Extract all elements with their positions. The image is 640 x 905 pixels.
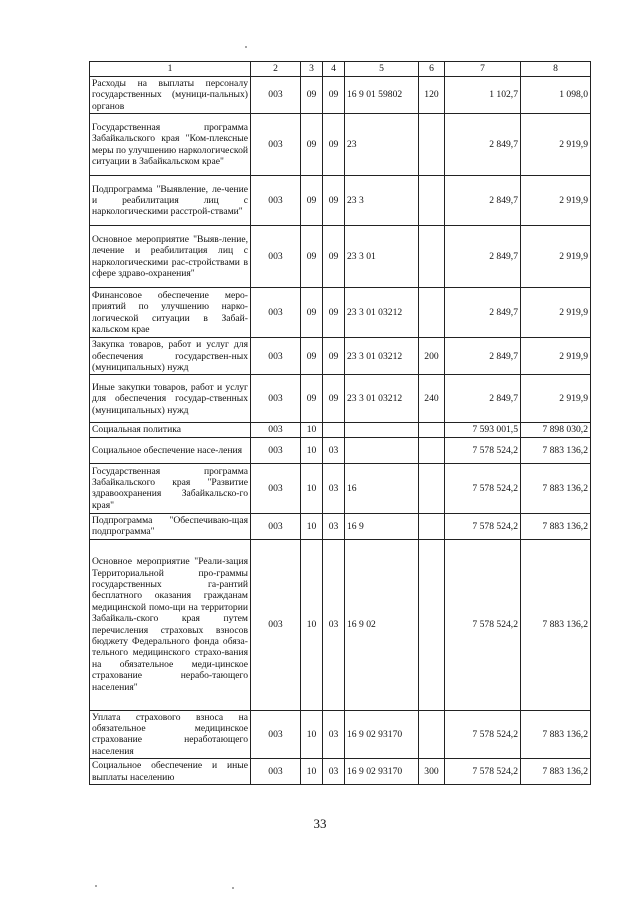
cell-target-article: 23 (345, 114, 419, 176)
cell-expense-type (419, 437, 445, 463)
cell-target-article: 23 3 01 03212 (345, 338, 419, 375)
cell-amount-year1: 2 849,7 (445, 114, 521, 176)
cell-section: 10 (301, 463, 323, 513)
cell-amount-year2: 2 919,9 (521, 375, 591, 423)
cell-section: 09 (301, 288, 323, 338)
cell-amount-year1: 7 578 524,2 (445, 463, 521, 513)
cell-amount-year2: 7 883 136,2 (521, 437, 591, 463)
table-header-row (90, 62, 591, 77)
cell-subsection: 03 (323, 539, 345, 710)
cell-amount-year1: 2 849,7 (445, 338, 521, 375)
table-row (90, 539, 591, 710)
cell-target-article: 16 9 (345, 513, 419, 539)
cell-code: 003 (251, 513, 301, 539)
table-row (90, 338, 591, 375)
cell-expense-type: 200 (419, 338, 445, 375)
cell-amount-year1: 2 849,7 (445, 288, 521, 338)
cell-subsection: 09 (323, 114, 345, 176)
cell-code: 003 (251, 77, 301, 114)
cell-subsection: 03 (323, 710, 345, 759)
cell-section: 09 (301, 338, 323, 375)
table-row (90, 77, 591, 114)
cell-amount-year2: 7 883 136,2 (521, 539, 591, 710)
table-row (90, 463, 591, 513)
cell-target-article: 16 9 02 (345, 539, 419, 710)
cell-subsection: 09 (323, 77, 345, 114)
cell-amount-year2: 2 919,9 (521, 226, 591, 288)
cell-subsection: 03 (323, 463, 345, 513)
row-name: Социальное обеспечение и иные выплаты населению (90, 759, 251, 785)
cell-target-article: 23 3 01 (345, 226, 419, 288)
cell-target-article: 16 9 02 93170 (345, 710, 419, 759)
table-row (90, 288, 591, 338)
cell-amount-year2: 7 883 136,2 (521, 710, 591, 759)
scan-speck (245, 46, 247, 48)
cell-target-article (345, 423, 419, 437)
header-cell-1: 1 (90, 62, 251, 77)
cell-section: 10 (301, 710, 323, 759)
row-name: Государственная программа Забайкальского края "Развитие здравоохранения Забайкальско-го края" (90, 463, 251, 513)
cell-amount-year2: 2 919,9 (521, 338, 591, 375)
table-row (90, 710, 591, 759)
header-cell-6: 6 (419, 62, 445, 77)
row-name: Финансовое обеспечение меро-приятий по улучшению нарко-логической ситуации в Забай-кальском крае (90, 288, 251, 338)
header-cell-8: 8 (521, 62, 591, 77)
cell-code: 003 (251, 423, 301, 437)
row-name: Основное мероприятие "Реали-зация Территориальной про-граммы государственных га-рантий бесплатного оказания гражданам медицинской помо-щи на территории Забайкаль-ского края путем перечисления страховых взносов бюджету Федерального фонда обяза-тельного медицинского страхо-вания на обязательное меди-цинское страхование нерабо-тающего населения" (90, 539, 251, 710)
cell-amount-year2: 7 898 030,2 (521, 423, 591, 437)
cell-subsection: 03 (323, 437, 345, 463)
cell-amount-year2: 7 883 136,2 (521, 463, 591, 513)
table-row (90, 226, 591, 288)
cell-expense-type: 300 (419, 759, 445, 785)
cell-target-article: 16 9 02 93170 (345, 759, 419, 785)
cell-section: 09 (301, 375, 323, 423)
table-row (90, 423, 591, 437)
header-cell-7: 7 (445, 62, 521, 77)
cell-subsection: 09 (323, 375, 345, 423)
row-name: Уплата страхового взноса на обязательное медицинское страхование неработающего населения (90, 710, 251, 759)
row-name: Подпрограмма "Выявление, ле-чение и реабилитация лиц с наркологическими расстрой-ствами" (90, 176, 251, 226)
cell-subsection (323, 423, 345, 437)
cell-amount-year1: 7 578 524,2 (445, 513, 521, 539)
cell-target-article: 16 9 01 59802 (345, 77, 419, 114)
cell-target-article: 23 3 01 03212 (345, 375, 419, 423)
row-name: Социальная политика (90, 423, 251, 437)
cell-code: 003 (251, 226, 301, 288)
row-name: Иные закупки товаров, работ и услуг для обеспечения государ-ственных (муниципальных) нужд (90, 375, 251, 423)
cell-expense-type (419, 114, 445, 176)
cell-subsection: 03 (323, 759, 345, 785)
cell-code: 003 (251, 288, 301, 338)
cell-section: 10 (301, 437, 323, 463)
table-row (90, 375, 591, 423)
cell-amount-year1: 7 578 524,2 (445, 759, 521, 785)
cell-amount-year1: 7 578 524,2 (445, 710, 521, 759)
row-name: Расходы на выплаты персоналу государственных (муници-пальных) органов (90, 77, 251, 114)
cell-expense-type (419, 226, 445, 288)
budget-table (89, 61, 591, 785)
cell-section: 10 (301, 759, 323, 785)
cell-amount-year2: 7 883 136,2 (521, 513, 591, 539)
cell-expense-type (419, 539, 445, 710)
cell-subsection: 03 (323, 513, 345, 539)
cell-subsection: 09 (323, 288, 345, 338)
cell-amount-year1: 2 849,7 (445, 375, 521, 423)
cell-expense-type: 240 (419, 375, 445, 423)
cell-code: 003 (251, 338, 301, 375)
cell-target-article: 16 (345, 463, 419, 513)
cell-section: 10 (301, 423, 323, 437)
cell-expense-type (419, 423, 445, 437)
cell-amount-year1: 7 578 524,2 (445, 437, 521, 463)
cell-code: 003 (251, 759, 301, 785)
table-row (90, 759, 591, 785)
cell-target-article: 23 3 (345, 176, 419, 226)
cell-expense-type (419, 513, 445, 539)
cell-expense-type (419, 710, 445, 759)
header-cell-4: 4 (323, 62, 345, 77)
cell-amount-year2: 1 098,0 (521, 77, 591, 114)
cell-amount-year1: 2 849,7 (445, 226, 521, 288)
cell-code: 003 (251, 710, 301, 759)
cell-expense-type (419, 176, 445, 226)
header-cell-5: 5 (345, 62, 419, 77)
cell-amount-year2: 7 883 136,2 (521, 759, 591, 785)
cell-expense-type (419, 288, 445, 338)
cell-code: 003 (251, 176, 301, 226)
cell-code: 003 (251, 375, 301, 423)
header-cell-3: 3 (301, 62, 323, 77)
cell-code: 003 (251, 539, 301, 710)
cell-code: 003 (251, 114, 301, 176)
cell-amount-year2: 2 919,9 (521, 176, 591, 226)
cell-amount-year2: 2 919,9 (521, 288, 591, 338)
page-number: 33 (313, 816, 327, 831)
header-cell-2: 2 (251, 62, 301, 77)
cell-section: 10 (301, 513, 323, 539)
cell-section: 09 (301, 176, 323, 226)
cell-target-article (345, 437, 419, 463)
cell-section: 09 (301, 226, 323, 288)
cell-subsection: 09 (323, 226, 345, 288)
scan-speck (232, 887, 234, 889)
row-name: Основное мероприятие "Выяв-ление, лечение и реабилитация лиц с наркологическими рас-стройствами в сфере здраво-охранения" (90, 226, 251, 288)
table-row (90, 114, 591, 176)
cell-section: 09 (301, 77, 323, 114)
row-name: Государственная программа Забайкальского края "Ком-плексные меры по улучшению наркологической ситуации в Забайкальском крае" (90, 114, 251, 176)
table-row (90, 437, 591, 463)
row-name: Закупка товаров, работ и услуг для обеспечения государствен-ных (муниципальных) нужд (90, 338, 251, 375)
cell-amount-year1: 7 593 001,5 (445, 423, 521, 437)
scan-speck (95, 885, 97, 887)
cell-section: 09 (301, 114, 323, 176)
cell-section: 10 (301, 539, 323, 710)
table-row (90, 513, 591, 539)
cell-subsection: 09 (323, 176, 345, 226)
cell-target-article: 23 3 01 03212 (345, 288, 419, 338)
row-name: Подпрограмма "Обеспечиваю-щая подпрограмма" (90, 513, 251, 539)
table-row (90, 176, 591, 226)
row-name: Социальное обеспечение насе-ления (90, 437, 251, 463)
cell-expense-type (419, 463, 445, 513)
cell-amount-year1: 1 102,7 (445, 77, 521, 114)
cell-amount-year1: 2 849,7 (445, 176, 521, 226)
cell-amount-year1: 7 578 524,2 (445, 539, 521, 710)
cell-subsection: 09 (323, 338, 345, 375)
cell-code: 003 (251, 437, 301, 463)
cell-amount-year2: 2 919,9 (521, 114, 591, 176)
cell-code: 003 (251, 463, 301, 513)
cell-expense-type: 120 (419, 77, 445, 114)
